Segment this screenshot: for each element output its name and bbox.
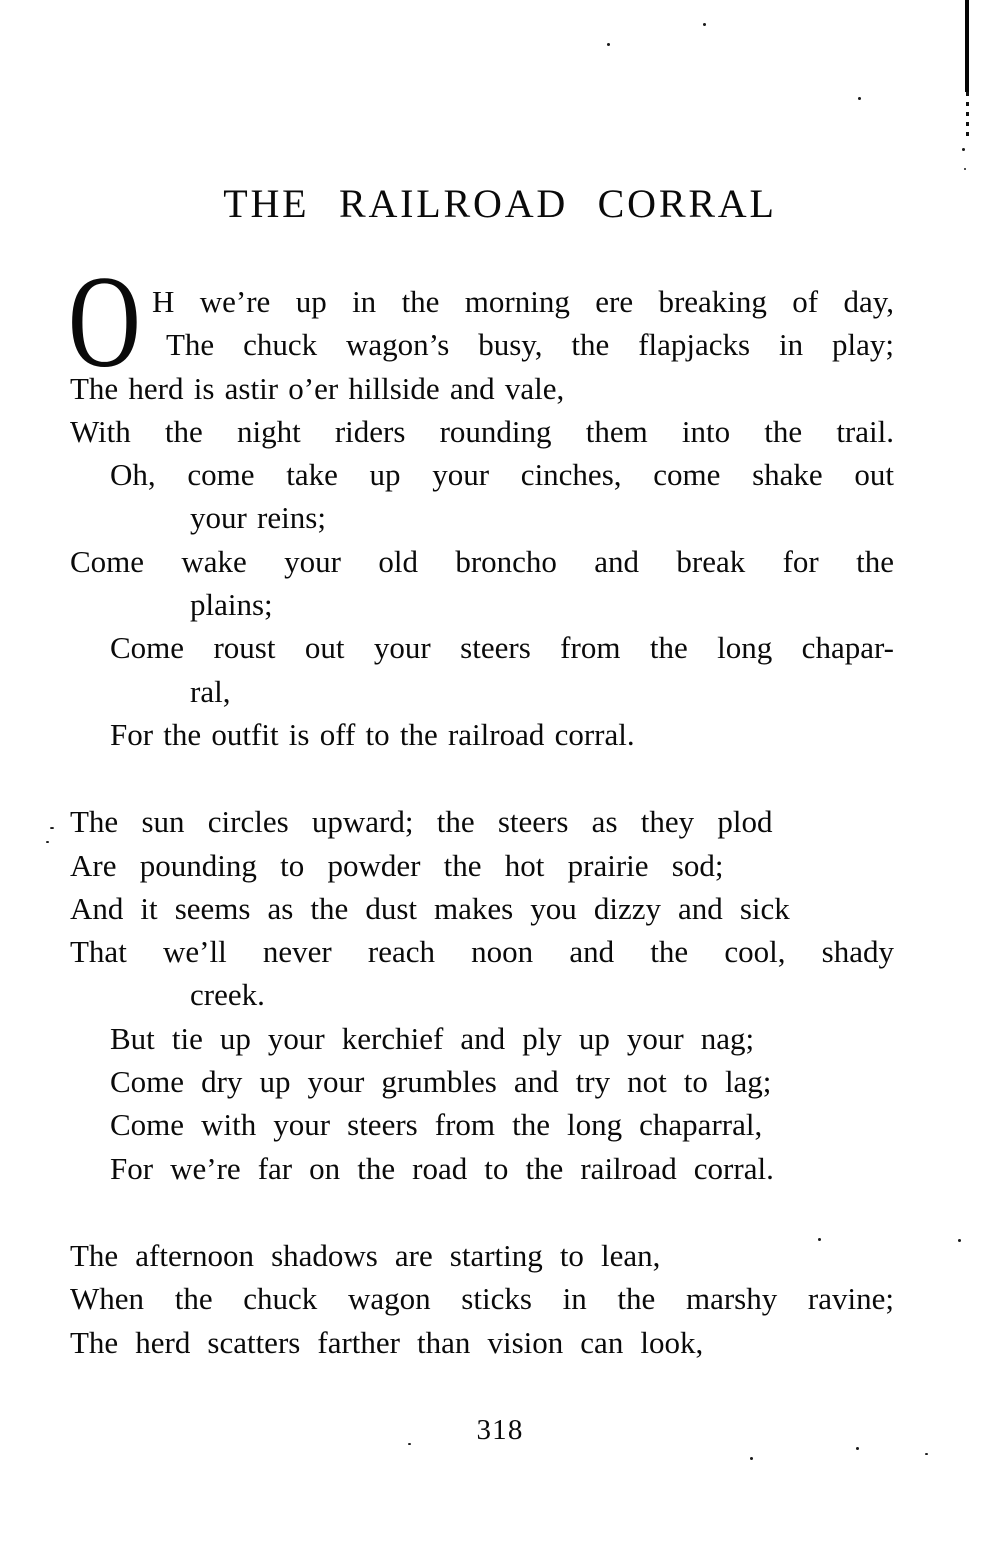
poem-line: The herd scatters farther than vision can look,: [70, 1324, 704, 1360]
poem-line: With the night riders rounding them into the trail.: [70, 413, 894, 449]
scan-edge-line-fade: [966, 92, 969, 140]
scan-speck: [958, 1239, 961, 1242]
scan-speck: [962, 148, 965, 151]
stanza-1: [68, 248, 894, 756]
poem-line: The sun circles upward; the steers as they plod: [70, 804, 773, 840]
scan-edge-line: [965, 0, 969, 92]
scan-speck: [50, 827, 54, 829]
poem-line: Are pounding to powder the hot prairie sod;: [70, 847, 724, 883]
poem-line: creek.: [190, 977, 265, 1013]
poem-line: Come wake your old broncho and break for the: [70, 543, 894, 579]
poem-line: your reins;: [190, 500, 326, 536]
scan-speck: [964, 168, 966, 170]
scan-speck: [607, 43, 610, 46]
poem-line: And it seems as the dust makes you dizzy and sick: [70, 890, 790, 926]
stanza-3: [70, 1234, 894, 1364]
scan-speck: [46, 841, 49, 843]
poem-line: Come dry up your grumbles and try not to lag;: [110, 1064, 772, 1100]
poem-line: H we’re up in the morning ere breaking of day,: [152, 284, 894, 319]
scan-speck: [858, 97, 861, 100]
poem-line: When the chuck wagon sticks in the marshy ravine;: [70, 1281, 894, 1317]
poem-line: For we’re far on the road to the railroad corral.: [110, 1150, 774, 1186]
poem-line: Come roust out your steers from the long chapar-: [110, 630, 894, 666]
scan-speck: [750, 1457, 753, 1460]
poem-line: For the outfit is off to the railroad corral.: [110, 716, 635, 752]
poem-line: But tie up your kerchief and ply up your nag;: [110, 1020, 755, 1056]
poem-line: The chuck wagon’s busy, the flapjacks in play;: [166, 327, 894, 363]
page-number: 318: [476, 1413, 524, 1446]
scan-speck: [856, 1447, 859, 1450]
poem-body: [68, 248, 894, 1364]
scan-speck: [818, 1238, 821, 1241]
stanza-2: [70, 800, 894, 1190]
scan-speck: [408, 1443, 411, 1445]
poem-line: plains;: [190, 587, 273, 623]
poem-line: The herd is astir o’er hillside and vale,: [70, 370, 565, 406]
scan-speck: [925, 1453, 928, 1455]
poem-line: ral,: [190, 673, 231, 709]
poem-line: Come with your steers from the long chaparral,: [110, 1107, 763, 1143]
poem-title: THE RAILROAD CORRAL: [223, 181, 777, 226]
poem-line: Oh, come take up your cinches, come shake out: [110, 457, 894, 493]
poem-line: The afternoon shadows are starting to lean,: [70, 1237, 661, 1273]
poem-line: That we’ll never reach noon and the cool, shady: [70, 934, 894, 970]
drop-cap: O: [68, 248, 141, 396]
scan-speck: [703, 23, 706, 26]
